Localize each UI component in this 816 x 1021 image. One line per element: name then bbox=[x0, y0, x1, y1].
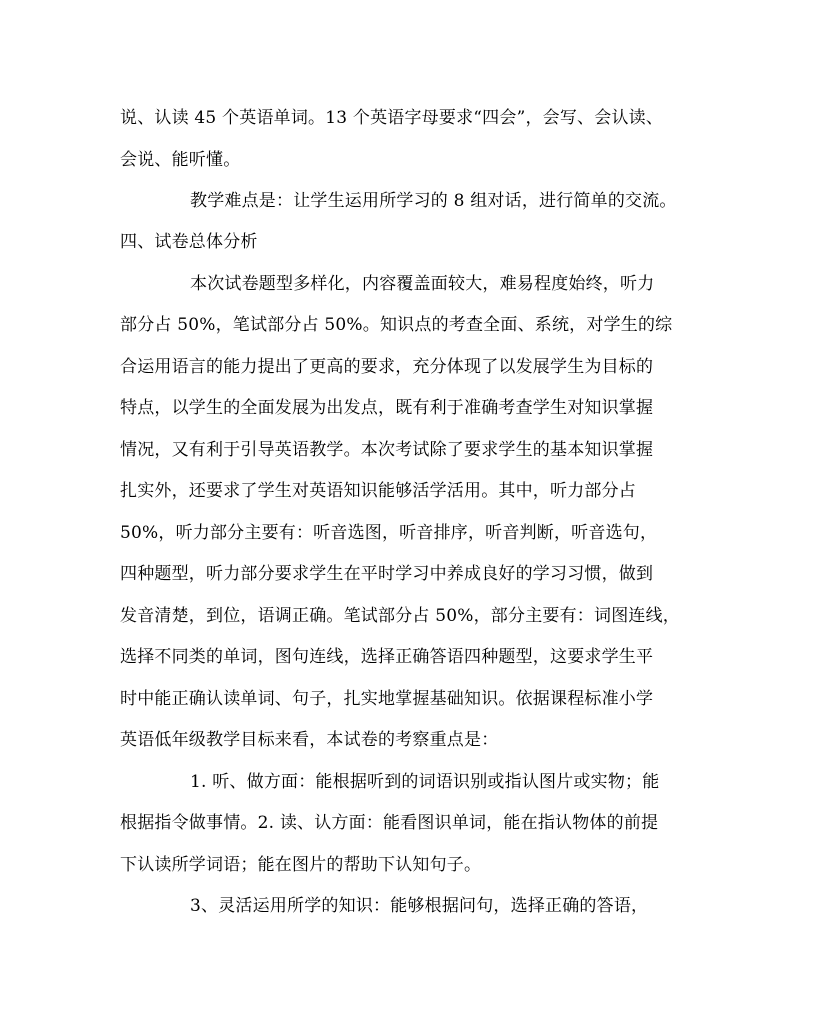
text-line-18: 根据指令做事情。2. 读、认方面：能看图识单词，能在指认物体的前提 bbox=[120, 813, 659, 833]
text-line-1: 说、认读 45 个英语单词。13 个英语字母要求“四会”，会写、会认读、 bbox=[120, 108, 664, 128]
text-line-9: 情况，又有利于引导英语教学。本次考试除了要求学生的基本知识掌握 bbox=[120, 440, 654, 460]
text-line-15: 时中能正确认读单词、句子，扎实地掌握基础知识。依据课程标准小学 bbox=[120, 689, 654, 709]
text-line-14: 选择不同类的单词，图句连线，选择正确答语四种题型，这要求学生平 bbox=[120, 647, 654, 667]
text-line-17: 1. 听、做方面：能根据听到的词语识别或指认图片或实物；能 bbox=[190, 772, 660, 792]
text-line-8: 特点，以学生的全面发展为出发点，既有利于准确考查学生对知识掌握 bbox=[120, 398, 654, 418]
text-line-6: 部分占 50%，笔试部分占 50%。知识点的考查全面、系统，对学生的综 bbox=[120, 315, 673, 335]
text-line-16: 英语低年级教学目标来看，本试卷的考察重点是： bbox=[120, 730, 499, 750]
text-line-2: 会说、能听懂。 bbox=[120, 150, 241, 170]
text-line-12: 四种题型，听力部分要求学生在平时学习中养成良好的学习习惯，做到 bbox=[120, 564, 654, 584]
text-line-10: 扎实外，还要求了学生对英语知识能够活学活用。其中，听力部分占 bbox=[120, 481, 636, 501]
text-line-11: 50%，听力部分主要有：听音选图，听音排序，听音判断，听音选句， bbox=[120, 523, 658, 543]
section-heading: 四、试卷总体分析 bbox=[120, 232, 258, 252]
text-line-13: 发音清楚，到位，语调正确。笔试部分占 50%，部分主要有：词图连线， bbox=[120, 606, 680, 626]
text-line-7: 合运用语言的能力提出了更高的要求，充分体现了以发展学生为目标的 bbox=[120, 357, 654, 377]
text-line-5: 本次试卷题型多样化，内容覆盖面较大，难易程度始终，听力 bbox=[190, 274, 655, 294]
text-line-3: 教学难点是：让学生运用所学习的 8 组对话，进行简单的交流。 bbox=[190, 191, 677, 211]
text-line-20: 3、灵活运用所学的知识：能够根据问句，选择正确的答语， bbox=[190, 896, 649, 916]
text-line-19: 下认读所学词语；能在图片的帮助下认知句子。 bbox=[120, 855, 482, 875]
